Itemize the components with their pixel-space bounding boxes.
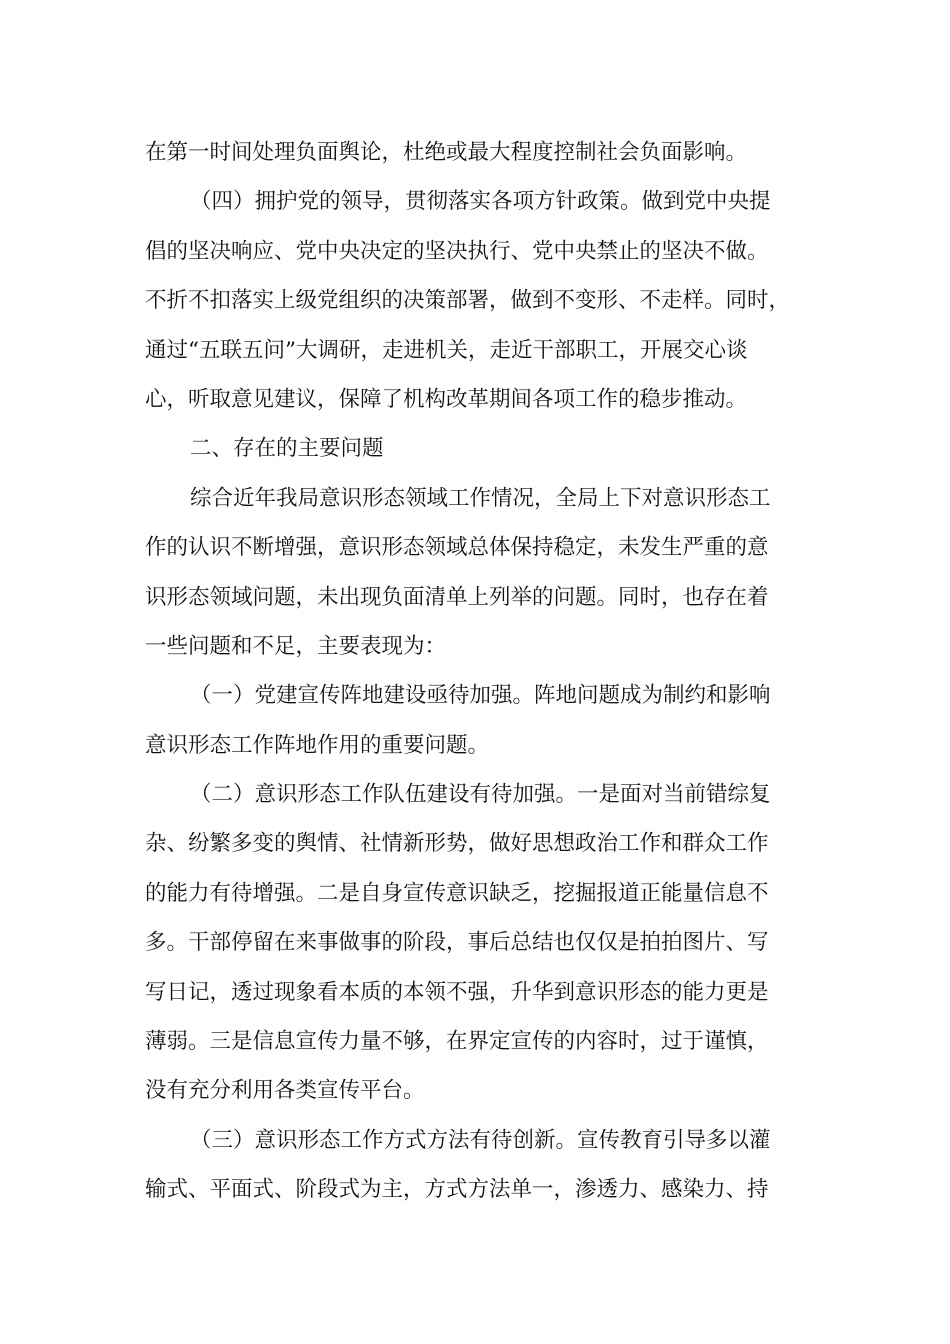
paragraph-start-line: 综合近年我局意识形态领域工作情况，全局上下对意识形态工: [190, 485, 771, 511]
body-line: 输式、平面式、阶段式为主，方式方法单一，渗透力、感染力、持: [145, 1177, 769, 1203]
body-line: 心，听取意见建议，保障了机构改革期间各项工作的稳步推动。: [145, 386, 748, 412]
body-line: 写日记，透过现象看本质的本领不强，升华到意识形态的能力更是: [145, 979, 769, 1005]
body-line: 不折不扣落实上级党组织的决策部署，做到不变形、不走样。同时，: [145, 288, 791, 314]
body-line: 杂、纷繁多变的舆情、社情新形势，做好思想政治工作和群众工作: [145, 831, 769, 857]
body-line: 通过“五联五问”大调研，走进机关，走近干部职工，开展交心谈: [145, 337, 748, 363]
body-line: 一些问题和不足，主要表现为：: [145, 633, 447, 659]
body-line: 作的认识不断增强，意识形态领域总体保持稳定，未发生严重的意: [145, 535, 769, 561]
body-line: 没有充分利用各类宣传平台。: [145, 1078, 425, 1104]
body-line: 薄弱。三是信息宣传力量不够，在界定宣传的内容时，过于谨慎，: [145, 1029, 769, 1055]
paragraph-four-heading-line: （四）拥护党的领导，贯彻落实各项方针政策。做到党中央提: [190, 189, 771, 215]
document-body: [145, 128, 810, 1215]
body-line: 在第一时间处理负面舆论，杜绝或最大程度控制社会负面影响。: [145, 140, 748, 165]
paragraph-one-heading-line: （一）党建宣传阵地建设亟待加强。阵地问题成为制约和影响: [190, 683, 771, 709]
body-line: 的能力有待增强。二是自身宣传意识缺乏，挖掘报道正能量信息不: [145, 880, 769, 906]
body-line: 识形态领域问题，未出现负面清单上列举的问题。同时，也存在着: [145, 584, 769, 610]
paragraph-three-heading-line: （三）意识形态工作方式方法有待创新。宣传教育引导多以灌: [190, 1127, 771, 1153]
body-line: 多。干部停留在来事做事的阶段，事后总结也仅仅是拍拍图片、写: [145, 930, 769, 956]
paragraph-two-heading-line: （二）意识形态工作队伍建设有待加强。一是面对当前错综复: [190, 782, 771, 808]
body-line: 意识形态工作阵地作用的重要问题。: [145, 732, 490, 758]
body-line: 倡的坚决响应、党中央决定的坚决执行、党中央禁止的坚决不做。: [145, 238, 769, 264]
section-heading: 二、存在的主要问题: [190, 436, 384, 462]
